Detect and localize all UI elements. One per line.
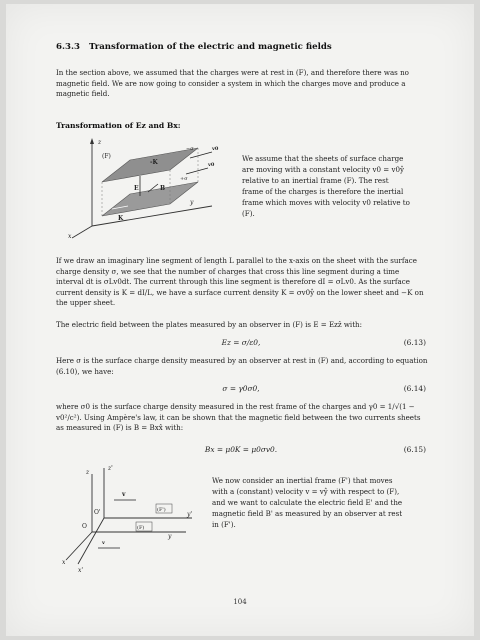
fig1-e-label: E [134,185,139,192]
fig1-minus-k-label: -K [150,159,158,166]
equation-6-14 [56,384,426,396]
fig2-xp-label: x' [78,567,84,574]
subsection-title: Transformation of Ez and Bx: [56,121,181,130]
z-axis-arrow [90,138,94,144]
fig1-z-label: z [98,139,102,146]
intro-paragraph: In the section above, we assumed that the charges were at rest in (F), and therefore there was no magnetic field. We are now going to consider a system in which the charges move and produce a magnetic field. [56,68,409,99]
electric-field-paragraph: The electric field between the plates measured by an observer in (F) is E = Ezẑ with: [56,320,363,329]
section-number: 6.3.3 [56,42,80,52]
equation-6-15-number: (6.15) [403,445,426,454]
fig2-zp-label: z' [108,465,113,472]
equation-6-14-formula: σ = γ0σ0, [222,384,260,393]
fig2-v-lower-label: v [102,540,105,546]
section-heading [56,42,332,52]
fig2-op-label: O' [94,509,101,516]
y-axis [92,206,212,226]
fig2-o-label: O [82,523,87,530]
equation-6-15-formula: Bx = μ0K = μ0σv0. [204,445,278,454]
figure1-caption: We assume that the sheets of surface charge are moving with a constant velocity v0 = v0ŷ relative to an inertial frame (F). The rest frame of the charges is therefore the inertial frame which moves with velocity v0 relative to (F). [242,154,410,218]
current-density-paragraph: If we draw an imaginary line segment of length L parallel to the x-axis on the sheet with the surface charge density σ, we see that the number of charges that cross this line segment during a time interval dt is σLv0dt. The current through this line segment is therefore dI = σLv0. As the surface current density is K = dI/L, we have a surface current density K = σv0ŷ on the lower sheet and −K on the upper sheet. [56,256,424,308]
fig2-fp-label: (F') [157,507,166,513]
equation-6-13-number: (6.13) [403,338,426,347]
equation-6-15 [56,445,426,457]
page-number: 104 [233,598,247,606]
fig1-plus-sigma: +σ [180,176,188,182]
moving-frames-figure [56,464,226,584]
equation-6-13 [56,338,426,350]
fig2-yp-label: y' [187,511,193,518]
sigma-paragraph: Here σ is the surface charge density measured by an observer at rest in (F) and, according to equation (6.10), we have: [56,356,428,376]
fig2-y-label: y [168,533,172,540]
equation-6-14-number: (6.14) [403,384,426,393]
fig2-v-label: v [122,491,126,498]
x-axis [72,226,92,238]
magnetic-field-paragraph: where σ0 is the surface charge density measured in the rest frame of the charges and γ0 = 1/√(1 − v0²/c²). Using Ampère's law, it can be shown that the magnetic field between the two currents sheets as measured in (F) is B = Bxx̂ with: [56,402,421,433]
fig1-frame-label: (F) [102,153,111,160]
fig1-x-label: x [68,233,72,240]
book-page [6,4,474,636]
fig1-minus-sigma: −σ [186,146,194,152]
velocity-arrow-lower [186,168,208,174]
fig2-x-label: x [62,559,66,566]
fig1-y-label: y [190,199,194,206]
figure2-caption: We now consider an inertial frame (F') that moves with a (constant) velocity v = vŷ with respect to (F), and we want to calculate the electric field E' and the magnetic field B' as measured by an observer at rest in (F'). [212,476,403,529]
velocity-arrow-upper [190,152,212,158]
fig1-v0-upper: v0 [212,146,219,152]
charged-sheets-figure [62,134,242,244]
fig1-k-label: K [118,215,124,222]
fig1-v0-lower: v0 [208,162,215,168]
equation-6-13-formula: Ez = σ/ε0, [221,338,261,347]
section-title: Transformation of the electric and magnetic fields [88,42,332,52]
fig1-b-label: B [160,185,166,192]
fig2-f-label: (F) [137,525,145,531]
fig2-z-label: z [86,469,90,476]
